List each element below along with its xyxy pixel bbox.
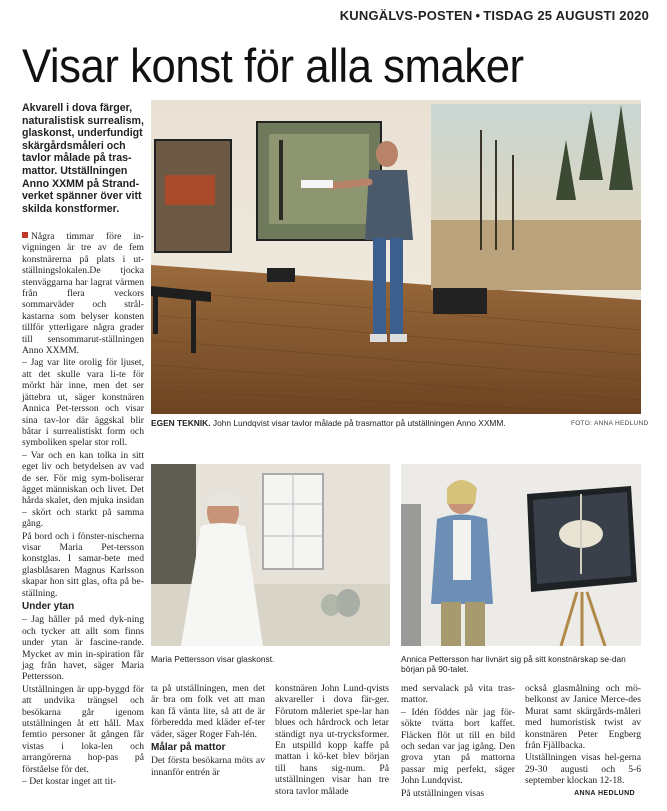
body-column-5	[525, 683, 641, 788]
paragraph: Några timmar före in-vigningen är tre av de fem konstnärerna på plats i ut-ställningslokalen.De tjocka stenväggarna har lagrat värmen från flera veckors sommarväder och strål-kastarna som belyser konsten tillför ytterligare några grader till sensommarut-ställningen Anno XXMM.	[22, 231, 144, 357]
body-column-2	[151, 683, 265, 779]
article-headline: Visar konst för alla smaker	[22, 39, 524, 92]
paragraph: – Jag håller på med dyk-ning och tycker att allt som finns under ytan är fascine-rande. Mycket av min in-spiration får jag från havet, säger Maria Pettersson.	[22, 614, 144, 683]
body-column-3	[275, 683, 389, 798]
caption-kicker: EGEN TEKNIK.	[151, 418, 211, 428]
paragraph: också glasmålning och mö-belkonst av Janice Merce-des Murat samt skärgårds-måleri med humoristisk twist av konstnären Peter Engberg från Fjällbacka.	[525, 683, 641, 752]
paragraph: På bord och i fönster-nischerna visar Maria Pet-tersson konstglas. I samar-bete med glasblåsaren Magnus Karlsson skapar hon sitt glas, ofta på be-ställning.	[22, 530, 144, 599]
paragraph: med servalack på vita tras-mattor.	[401, 683, 515, 706]
photo2-caption: Maria Pettersson visar glaskonst.	[151, 654, 275, 664]
paragraph: konstnären John Lund-qvists akvareller i dova fär-ger. Förutom måleriet spe-lar han blues och hårdrock och letar ständigt nya ut-trycksformer. En utspilld kopp kaffe på mattan i kö-ket blev början till hans sig-num. På utställningen visar han tre stora tavlor målade	[275, 683, 389, 797]
photo3-caption: Annica Pettersson har livnärt sig på sitt konstnärskap se-dan början på 90-talet.	[401, 654, 626, 674]
glass-art-photo-image	[151, 464, 390, 646]
body-column-4	[401, 683, 515, 800]
paragraph: Utställningen visas hel-gerna 29-30 augusti och 5-6 september klockan 12-18.	[525, 752, 641, 787]
paragraph: – Jag var lite orolig för ljuset, att det skulle vara li-te för mörkt här inne, men det ser jättebra ut, säger konstnären Annica Pet-tersson och visar sina tav-lor där äggskal blir båtar i surrealistiskt form och symboliken spelar stor roll.	[22, 357, 144, 449]
paragraph: ta på utställningen, men det är bra om folk vet att man kan få vänta lite, så att de är förberedda med kläder ef-ter väder, säger Roger Fah-lén.	[151, 683, 265, 740]
author-signoff: ANNA HEDLUND	[574, 790, 635, 797]
subheading: Under ytan	[22, 601, 75, 612]
paragraph: – Det kostar inget att tit-	[22, 776, 117, 788]
masthead	[340, 8, 649, 23]
paper-name: KUNGÄLVS-POSTEN	[339, 8, 473, 23]
surreal-art-photo-image	[401, 464, 641, 646]
photo-glass-art	[151, 464, 390, 646]
paragraph: Det första besökarna möts av innanför entrén är	[151, 755, 265, 778]
start-square-icon	[22, 232, 28, 238]
article-ingress: Akvarell i dova färger, naturalistisk surrealism, glaskonst, underfundigt skärgårdsmåleri och tavlor målade på tras-mattor. Utställningen Anno XXMM på Strand-verket spänner över vitt skilda konstformer.	[22, 102, 144, 215]
subheading: Målar på mattor	[151, 742, 226, 754]
main-photo	[151, 100, 641, 414]
photo-surreal-art	[401, 464, 641, 646]
paragraph: – Var och en kan tolka in sitt eget liv och betydelsen av vad de ser. För mig sym-boliserar ägget människan och livet. Det hårda skalet, den mjuka insidan – skört och starkt på samma gång.	[22, 449, 144, 530]
masthead-separator: •	[475, 8, 481, 23]
main-photo-caption	[151, 418, 566, 428]
caption-text: John Lundqvist visar tavlor målade på trasmattor på utställningen Anno XXMM.	[212, 418, 506, 428]
paragraph: På utställningen visas	[401, 787, 485, 799]
photo-credit: FOTO: ANNA HEDLUND	[571, 420, 649, 427]
issue-date: TISDAG 25 AUGUSTI 2020	[483, 8, 649, 23]
gallery-photo-image	[151, 100, 641, 414]
paragraph: Utställningen är upp-byggd för att undvika trängsel och besökarna går igenom utställningen åt ett håll. Max femtio personer åt gången får vistas i loka-len och arrangörerna hop-pas på förståelse för det.	[22, 683, 144, 775]
paragraph: – Idén föddes när jag för-sökte tvätta bort kaffet. Fläcken flöt ut till en bild och sedan var jag igång. Den grova ytan på mattorna passar mig perfekt, säger John Lundqvist.	[401, 706, 515, 787]
body-column-1	[22, 231, 144, 789]
